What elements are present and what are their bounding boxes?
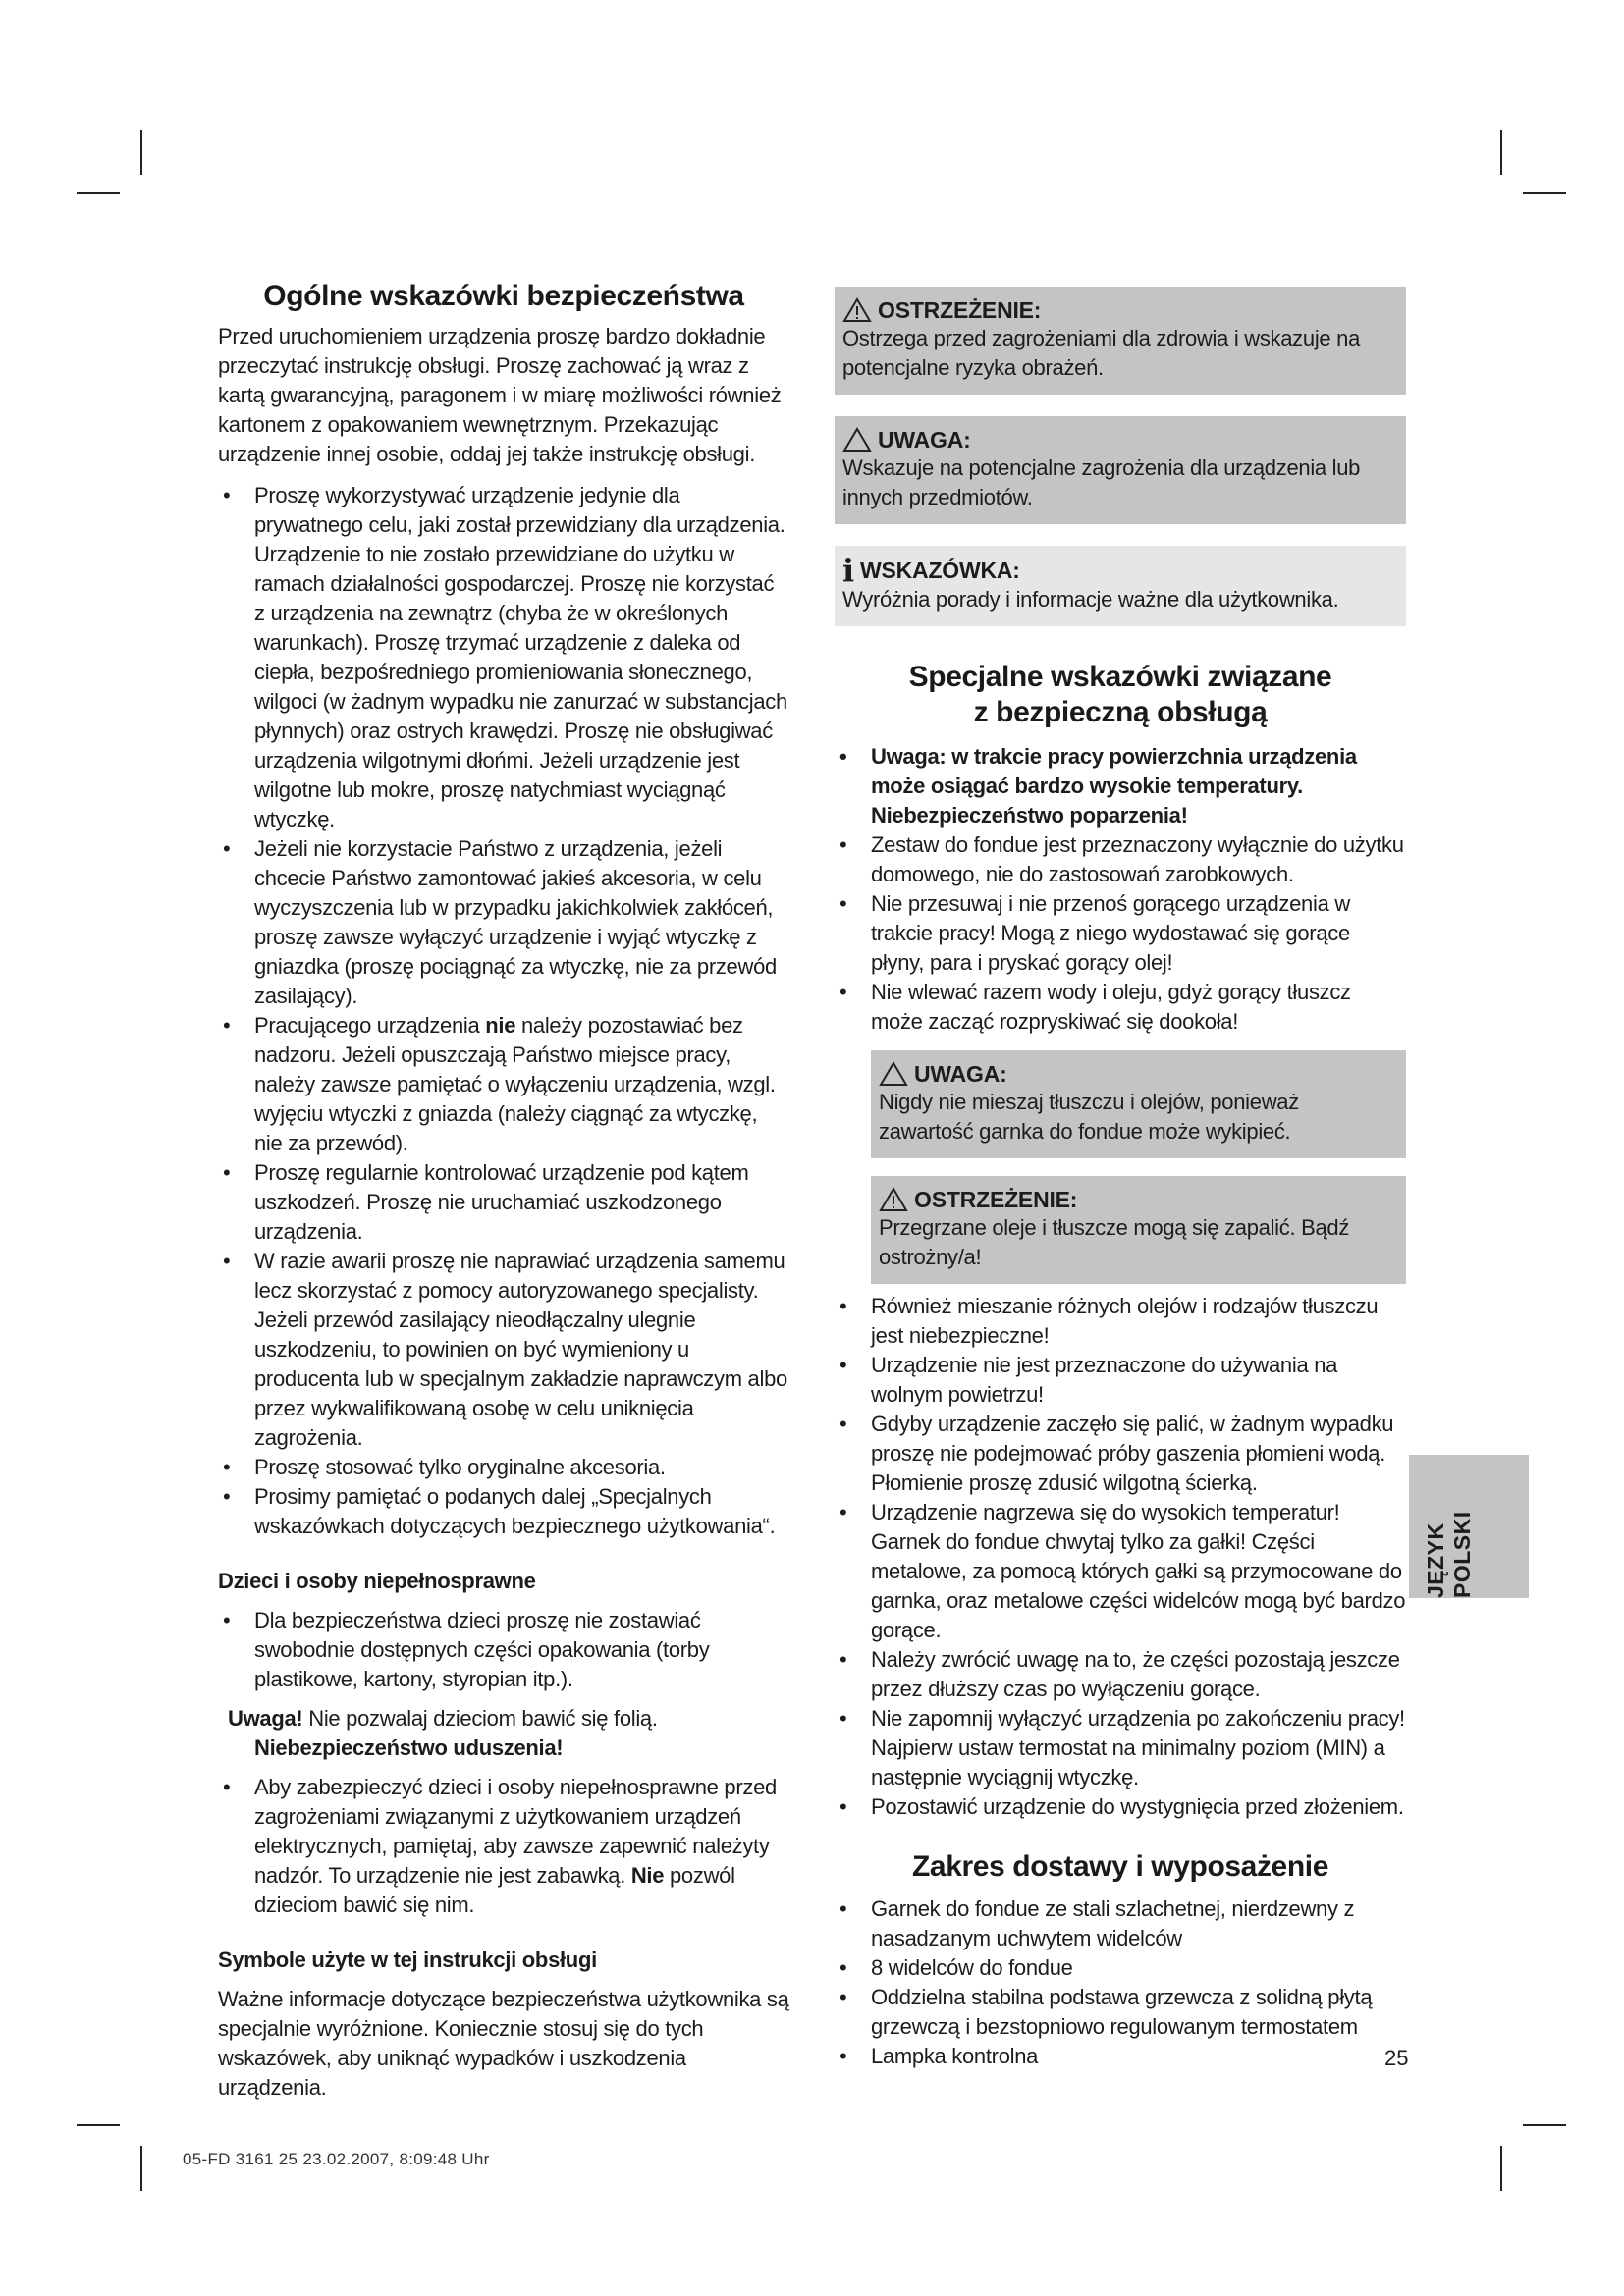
- special-title-line-2: z bezpieczną obsługą: [973, 696, 1268, 728]
- list-item: • Proszę regularnie kontrolować urządzenie pod kątem uszkodzeń. Proszę nie uruchamiać uszkodzonego urządzenia.: [218, 1158, 789, 1247]
- list-item: • Nie zapomnij wyłączyć urządzenia po zakończeniu pracy! Najpierw ustaw termostat na minimalny poziom (MIN) a następnie wyciągnij wtyczkę.: [835, 1704, 1406, 1792]
- item-text: Pracującego urządzenia: [254, 1013, 486, 1038]
- language-tab-label: JĘZYK POLSKI: [1423, 1511, 1475, 1598]
- crop-mark: [77, 2124, 120, 2126]
- list-item: • Lampka kontrolna: [835, 2042, 1406, 2071]
- crop-mark: [140, 130, 142, 175]
- list-item: • Oddzielna stabilna podstawa grzewcza z solidną płytą grzewczą i bezstopniowo regulowanym termostatem: [835, 1983, 1406, 2042]
- caution-text: Wskazuje na potencjalne zagrożenia dla urządzenia lub innych przedmiotów.: [842, 455, 1361, 509]
- list-item: • Zestaw do fondue jest przeznaczony wyłącznie do użytku domowego, nie do zastosowań zarobkowych.: [835, 830, 1406, 889]
- children-list: [218, 1606, 789, 1694]
- item-bold: Nie: [630, 1863, 665, 1888]
- list-item: • Pozostawić urządzenie do wystygnięcia przed złożeniem.: [835, 1792, 1406, 1822]
- special-title-line-1: Specjalne wskazówki związane: [908, 661, 1332, 693]
- list-item: [218, 1011, 789, 1158]
- list-item: [218, 1773, 789, 1920]
- language-tab: [1409, 1455, 1529, 1598]
- delivery-list: [835, 1895, 1409, 2071]
- inner-caution-label: UWAGA:: [914, 1061, 1007, 1087]
- list-item: • Proszę wykorzystywać urządzenie jedynie dla prywatnego celu, jaki został przewidziany dla urządzenia. Urządzenie to nie zostało przewidziane do użytku w ramach działalności gospodarczej. Proszę nie korzystać z urządzenia na zewnątrz (chyba że w określonych warunkach). Proszę trzymać urządzenie z daleka od ciepła, bezpośredniego promieniowania słonecznego, wilgoci (w żadnym wypadku nie zanurzać w substancjach płynnych) oraz ostrych krawędzi. Proszę nie obsługiwać urządzenia wilgotnymi dłońmi. Jeżeli urządzenie jest wilgotne lub mokre, proszę natychmiast wyciągnąć wtyczkę.: [218, 481, 789, 834]
- warning-box: [835, 287, 1406, 395]
- suffocation-danger: Niebezpieczeństwo uduszenia!: [254, 1735, 564, 1760]
- foil-warning-text: Nie pozwalaj dzieciom bawić się folią.: [302, 1706, 658, 1731]
- list-item: • Nie wlewać razem wody i oleju, gdyż gorący tłuszcz może zacząć rozpryskiwać się dookoła!: [835, 978, 1406, 1037]
- warning-triangle-icon: [842, 297, 872, 323]
- list-item: • Jeżeli nie korzystacie Państwo z urządzenia, jeżeli chcecie Państwo zamontować jakieś akcesoria, w celu wyczyszczenia lub w przypadku jakichkolwiek zakłóceń, proszę zawsze wyłączyć urządzenie i wyjąć wtyczkę z gniazdka (proszę pociągnąć za wtyczkę, nie za przewód zasilający).: [218, 834, 789, 1011]
- caution-box: [835, 416, 1406, 524]
- page-number: 25: [1384, 2046, 1409, 2070]
- general-safety-title: Ogólne wskazówki bezpieczeństwa: [263, 280, 744, 312]
- right-column: [835, 287, 1409, 2071]
- warning-triangle-icon: [879, 1187, 908, 1212]
- foil-warning-label: Uwaga!: [228, 1706, 303, 1731]
- symbols-paragraph: Ważne informacje dotyczące bezpieczeństwa użytkownika są specjalnie wyróżnione. Koniecznie stosuj się do tych wskazówek, aby uniknąć wypadków i uszkodzenia urządzenia.: [218, 1987, 789, 2100]
- list-item: • Również mieszanie różnych olejów i rodzajów tłuszczu jest niebezpieczne!: [835, 1292, 1406, 1351]
- special-safety-list-2: [835, 1292, 1406, 1822]
- children-heading: Dzieci i osoby niepełnosprawne: [218, 1569, 536, 1593]
- info-icon: i: [842, 552, 854, 589]
- intro-paragraph: Przed uruchomieniem urządzenia proszę bardzo dokładnie przeczytać instrukcję obsługi. Proszę zachować ją wraz z kartą gwarancyjną, paragonem i w miarę możliwości również kartonem z opakowaniem wewnętrznym. Przekazując urządzenie innej osobie, oddaj jej także instrukcję obsługi.: [218, 324, 782, 466]
- list-item: • 8 widelców do fondue: [835, 1953, 1406, 1983]
- list-item: • Należy zwrócić uwagę na to, że części pozostają jeszcze przez dłuższy czas po wyłączeniu gorące.: [835, 1645, 1406, 1704]
- note-label: WSKAZÓWKA:: [859, 558, 1020, 583]
- general-safety-list: [218, 481, 789, 1541]
- list-item: • Urządzenie nie jest przeznaczone do używania na wolnym powietrzu!: [835, 1351, 1406, 1410]
- list-item: • Garnek do fondue ze stali szlachetnej, nierdzewny z nasadzanym uchwytem widelców: [835, 1895, 1406, 1953]
- caution-label: UWAGA:: [878, 427, 971, 453]
- special-safety-title: [835, 660, 1406, 730]
- caution-triangle-icon: [879, 1061, 908, 1087]
- item-text: pozwól dzieciom bawić się nim.: [254, 1863, 735, 1917]
- warning-label: OSTRZEŻENIE:: [878, 297, 1042, 323]
- item-text: należy pozostawiać bez nadzoru. Jeżeli opuszczają Państwo miejsce pracy, należy zawsze pamiętać o wyłączeniu urządzenia, wzgl. wyjęciu wtyczki z gniazda (należy ciągnąć za wtyczkę, nie za przewód).: [254, 1013, 776, 1155]
- crop-mark: [77, 192, 120, 194]
- inner-warning-text: Przegrzane oleje i tłuszcze mogą się zapalić. Bądź ostrożny/a!: [879, 1215, 1350, 1269]
- foil-warning: [218, 1704, 789, 1763]
- symbols-heading: Symbole użyte w tej instrukcji obsługi: [218, 1948, 597, 1972]
- crop-mark: [1500, 2146, 1502, 2191]
- inner-caution-text: Nigdy nie mieszaj tłuszczu i olejów, ponieważ zawartość garnka do fondue może wykipieć.: [879, 1090, 1299, 1144]
- item-bold: nie: [485, 1013, 516, 1038]
- caution-triangle-icon: [842, 427, 872, 453]
- inner-caution-box: [871, 1050, 1406, 1158]
- special-safety-list: [835, 742, 1406, 1037]
- crop-mark: [1523, 2124, 1566, 2126]
- left-column: [218, 279, 789, 2103]
- note-box: [835, 546, 1406, 626]
- note-text: Wyróżnia porady i informacje ważne dla użytkownika.: [842, 587, 1339, 612]
- print-footer: 05-FD 3161 25 23.02.2007, 8:09:48 Uhr: [183, 2150, 490, 2168]
- list-item: • Uwaga: w trakcie pracy powierzchnia urządzenia może osiągać bardzo wysokie temperatury. Niebezpieczeństwo poparzenia!: [835, 742, 1406, 830]
- warning-text: Ostrzega przed zagrożeniami dla zdrowia i wskazuje na potencjalne ryzyka obrażeń.: [842, 326, 1361, 380]
- list-item: • Nie przesuwaj i nie przenoś gorącego urządzenia w trakcie pracy! Mogą z niego wydostawać się gorące płyny, para i pryskać gorący olej!: [835, 889, 1406, 978]
- inner-warning-box: [871, 1176, 1406, 1284]
- list-item: • Proszę stosować tylko oryginalne akcesoria.: [218, 1453, 789, 1482]
- list-item: • Dla bezpieczeństwa dzieci proszę nie zostawiać swobodnie dostępnych części opakowania (torby plastikowe, kartony, styropian itp.).: [218, 1606, 789, 1694]
- children-list-2: [218, 1773, 789, 1920]
- item-text: Aby zabezpieczyć dzieci i osoby niepełnosprawne przed zagrożeniami związanymi z użytkowaniem urządzeń elektrycznych, pamiętaj, aby zawsze zapewnić należyty nadzór. To urządzenie nie jest zabawką.: [254, 1775, 777, 1888]
- inner-warning-label: OSTRZEŻENIE:: [914, 1187, 1078, 1212]
- list-item: • Urządzenie nagrzewa się do wysokich temperatur! Garnek do fondue chwytaj tylko za gałki! Części metalowe, za pomocą których gałki są przymocowane do garnka, oraz metalowe części widelców mogą być bardzo gorące.: [835, 1498, 1406, 1645]
- list-item: • W razie awarii proszę nie naprawiać urządzenia samemu lecz skorzystać z pomocy autoryzowanego specjalisty. Jeżeli przewód zasilający nieodłączalny ulegnie uszkodzeniu, to powinien on być wymieniony u producenta lub w specjalnym zakładzie naprawczym albo przez wykwalifikowaną osobę w celu uniknięcia zagrożenia.: [218, 1247, 789, 1453]
- crop-mark: [1523, 192, 1566, 194]
- list-item: • Gdyby urządzenie zaczęło się palić, w żadnym wypadku proszę nie podejmować próby gaszenia płomieni wodą. Płomienie proszę zdusić wilgotną ścierką.: [835, 1410, 1406, 1498]
- list-item: • Prosimy pamiętać o podanych dalej „Specjalnych wskazówkach dotyczących bezpiecznego użytkowania“.: [218, 1482, 789, 1541]
- crop-mark: [1500, 130, 1502, 175]
- crop-mark: [140, 2146, 142, 2191]
- delivery-title: Zakres dostawy i wyposażenie: [912, 1850, 1328, 1883]
